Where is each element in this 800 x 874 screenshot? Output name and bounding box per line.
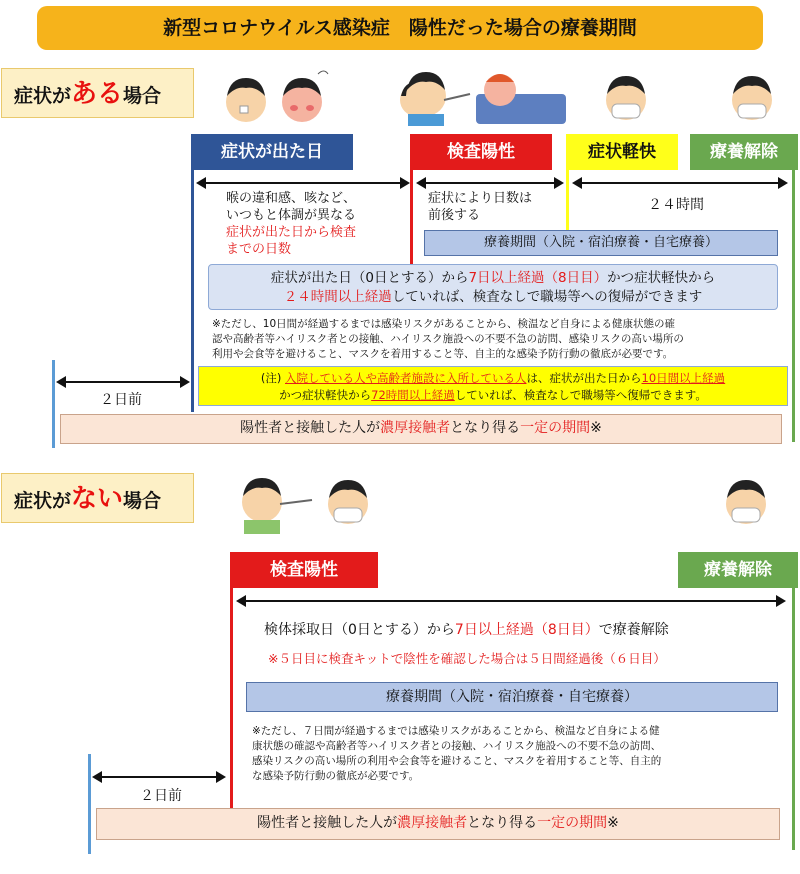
improve-to-release-arrow <box>574 182 786 184</box>
onset-desc-line-2: いつもと体調が異なる <box>226 208 357 223</box>
caution-1c: は、症状が出た日から <box>526 371 642 385</box>
caution-2a: かつ症状軽快から <box>279 388 372 402</box>
release-line-2 <box>792 588 795 850</box>
caution-1b: 入院している人や高齢者施設に入所している人 <box>285 371 527 385</box>
rule-text-1a: 症状が出た日（0日とする）から <box>270 270 469 286</box>
asym-rule-a: 検体採取日（0日とする）から <box>264 622 455 638</box>
rule-text-2b: していれば、検査なしで職場等への復帰ができます <box>391 289 703 305</box>
test-to-improve-arrow <box>418 182 562 184</box>
section-label-asymptomatic <box>1 473 194 523</box>
note2-line-3: 感染リスクの高い場所の利用や会食等を避けること、マスクを着用すること等、自主的 <box>252 755 662 767</box>
contact2-d: 一定の期間 <box>537 815 608 831</box>
asym-rule-b: 7日以上経過（8日目） <box>454 622 599 638</box>
note-line-1: ※ただし、10日間が経過するまでは感染リスクがあることから、検温など自身による健康状態の確 <box>212 318 675 330</box>
phase-release-2: 療養解除 <box>678 552 798 588</box>
two-days-before-line-2 <box>88 754 91 854</box>
two-days-before-line <box>52 360 55 448</box>
onset-to-test-arrow <box>198 182 408 184</box>
hours-24-label: ２４時間 <box>648 197 704 213</box>
test-kit-note: ※５日目に検査キットで陰性を確認した場合は５日間経過後（６日目） <box>268 651 666 666</box>
two-days-before-label: ２日前 <box>100 392 142 408</box>
section-label-symptomatic <box>1 68 194 118</box>
note2-line-1: ※ただし、７日間が経過するまでは感染リスクがあることから、検温など自身による健 <box>252 725 660 737</box>
label-pre-2: 症状が <box>14 490 72 512</box>
phase-positive-2: 検査陽性 <box>230 552 378 588</box>
onset-desc-red-1: 症状が出た日から検査 <box>226 225 357 240</box>
caution-2b: 72時間以上経過 <box>371 388 455 402</box>
sick-people-illustration-icon <box>218 66 428 126</box>
masked-person-icon-2 <box>722 66 782 126</box>
close-contact-period-box <box>60 414 782 444</box>
onset-line <box>191 170 194 412</box>
phase-release: 療養解除 <box>690 134 798 170</box>
phase-positive: 検査陽性 <box>410 134 552 170</box>
note-line-2: 認や高齢者等ハイリスク者との接触、ハイリスク施設への不要不急の訪問、感染リスクの高い場所の <box>212 333 684 345</box>
note2-line-2: 康状態の確認や高齢者等ハイリスク者との接触、ハイリスク施設への不要不急の訪問、 <box>252 740 662 752</box>
two-days-before-label-2: ２日前 <box>140 788 182 804</box>
contact2-e: ※ <box>607 815 619 831</box>
positive-line-2 <box>230 588 233 810</box>
rule-text-1b: 7日以上経過（8日目） <box>468 270 608 286</box>
label-emphasis-2: ない <box>71 484 124 514</box>
test-and-bed-illustration-icon <box>400 64 600 128</box>
contact-d: 一定の期間 <box>520 420 591 436</box>
masked-person-icon <box>596 66 656 126</box>
asym-rule-c: で療養解除 <box>598 622 669 638</box>
label-pre: 症状が <box>14 85 72 107</box>
close-contact-period-box-2 <box>96 808 780 840</box>
caution-1a: (注) <box>260 371 285 385</box>
positive-to-release-arrow <box>238 600 784 602</box>
label-emphasis: ある <box>71 79 124 109</box>
masked-person-icon-3 <box>716 470 776 534</box>
positive-line <box>410 170 413 270</box>
two-days-arrow <box>58 381 188 383</box>
onset-desc-line-1: 喉の違和感、咳など、 <box>226 191 357 206</box>
contact-b: 濃厚接触者 <box>380 420 451 436</box>
rule-text-1c: かつ症状軽快から <box>607 270 716 286</box>
test-people-illustration-icon <box>236 470 386 534</box>
treatment-period-box: 療養期間（入院・宿泊療養・自宅療養） <box>424 230 778 256</box>
two-days-arrow-2 <box>94 776 224 778</box>
contact2-c: となり得る <box>467 815 538 831</box>
positive-desc-line-2: 前後する <box>428 208 481 223</box>
contact-e: ※ <box>590 420 602 436</box>
phase-improve: 症状軽快 <box>566 134 678 170</box>
label-post-2: 場合 <box>123 490 162 512</box>
page-title: 新型コロナウイルス感染症 陽性だった場合の療養期間 <box>37 6 763 50</box>
contact-c: となり得る <box>450 420 521 436</box>
release-line <box>792 170 795 442</box>
contact-a: 陽性者と接触した人が <box>240 420 381 436</box>
precaution-note-2 <box>252 724 661 784</box>
asym-rule-text <box>264 622 669 639</box>
caution-1d: 10日間以上経過 <box>641 371 726 385</box>
positive-description <box>428 190 532 224</box>
rule-text-2a: ２４時間以上経過 <box>283 289 392 305</box>
onset-description <box>226 190 356 258</box>
release-rule-box <box>208 264 778 310</box>
caution-2c: していれば、検査なしで職場等へ復帰できます。 <box>454 388 707 402</box>
phase-onset: 症状が出た日 <box>191 134 353 170</box>
note-line-3: 利用や会食等を避けること、マスクを着用すること等、自主的な感染予防行動の徹底が必要です。 <box>212 348 674 360</box>
improve-line <box>566 170 569 230</box>
onset-desc-red-2: までの日数 <box>226 242 292 257</box>
precaution-note <box>212 317 684 362</box>
contact2-b: 濃厚接触者 <box>397 815 468 831</box>
note2-line-4: な感染予防行動の徹底が必要です。 <box>252 770 420 782</box>
caution-box <box>198 366 788 406</box>
label-post: 場合 <box>123 85 162 107</box>
positive-desc-line-1: 症状により日数は <box>428 191 533 206</box>
treatment-period-box-2: 療養期間（入院・宿泊療養・自宅療養） <box>246 682 778 712</box>
contact2-a: 陽性者と接触した人が <box>257 815 398 831</box>
